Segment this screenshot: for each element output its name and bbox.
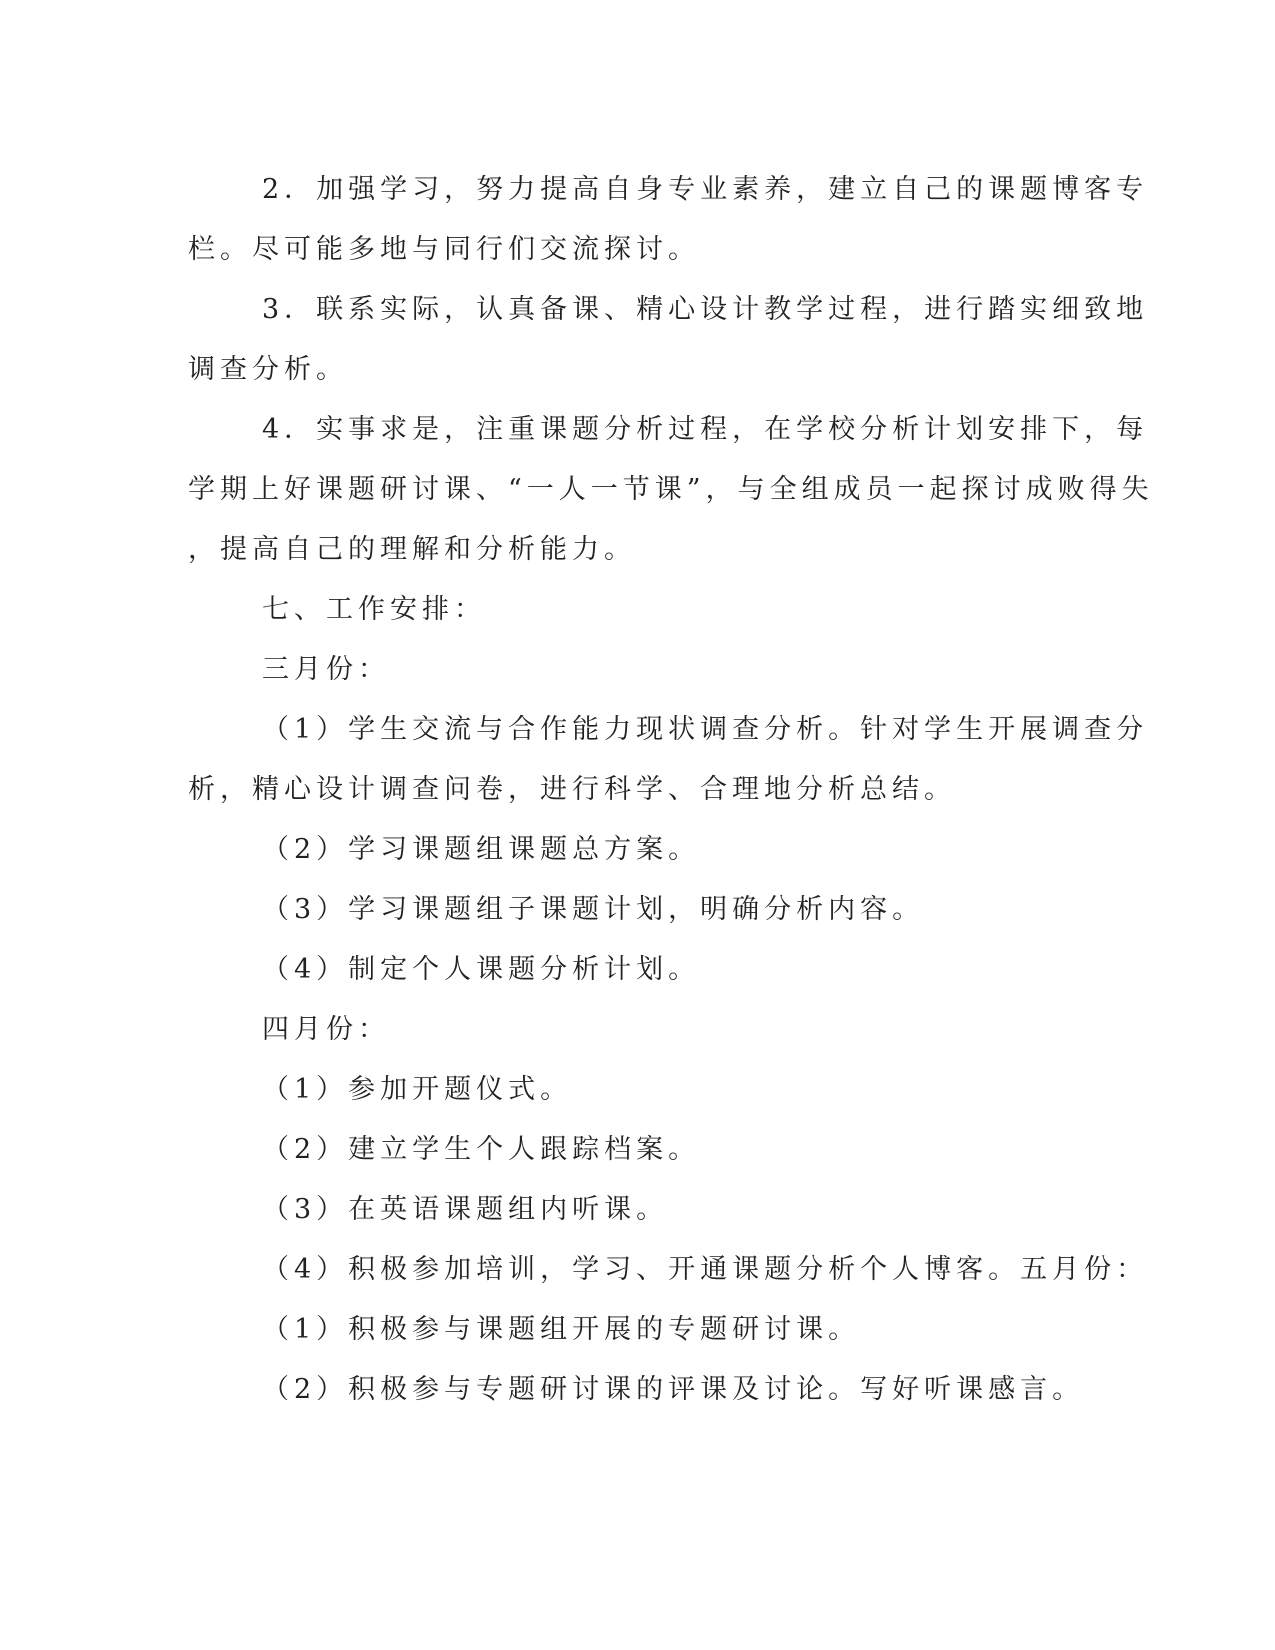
month-heading-april: 四月份： xyxy=(262,1014,390,1045)
april-item-1: （1）参加开题仪式。 xyxy=(262,1074,573,1105)
paragraph-line-1: 2．加强学习，努力提高自身专业素养，建立自己的课题博客专 xyxy=(262,174,1149,205)
march-item-4: （4）制定个人课题分析计划。 xyxy=(262,954,701,985)
section-heading-work-plan: 七、工作安排： xyxy=(262,594,486,625)
paragraph-line-4: 调查分析。 xyxy=(188,354,348,385)
may-item-2: （2）积极参与专题研讨课的评课及讨论。写好听课感言。 xyxy=(262,1374,1085,1405)
march-item-3: （3）学习课题组子课题计划，明确分析内容。 xyxy=(262,894,925,925)
april-item-2: （2）建立学生个人跟踪档案。 xyxy=(262,1134,701,1165)
paragraph-line-2: 栏。尽可能多地与同行们交流探讨。 xyxy=(188,234,700,265)
month-heading-march: 三月份： xyxy=(262,654,390,685)
paragraph-line-3: 3．联系实际，认真备课、精心设计教学过程，进行踏实细致地 xyxy=(262,294,1149,325)
april-item-3: （3）在英语课题组内听课。 xyxy=(262,1194,669,1225)
april-item-4: （4）积极参加培训，学习、开通课题分析个人博客。五月份： xyxy=(262,1254,1149,1285)
march-item-1: （1）学生交流与合作能力现状调查分析。针对学生开展调查分 xyxy=(262,714,1149,745)
march-item-1-cont: 析，精心设计调查问卷，进行科学、合理地分析总结。 xyxy=(188,774,956,805)
paragraph-line-7: ，提高自己的理解和分析能力。 xyxy=(188,534,636,565)
paragraph-line-5: 4．实事求是，注重课题分析过程，在学校分析计划安排下，每 xyxy=(262,414,1149,445)
may-item-1: （1）积极参与课题组开展的专题研讨课。 xyxy=(262,1314,861,1345)
march-item-2: （2）学习课题组课题总方案。 xyxy=(262,834,701,865)
paragraph-line-6: 学期上好课题研讨课、“一人一节课”，与全组成员一起探讨成败得失 xyxy=(188,474,1154,505)
document-body xyxy=(188,160,1154,1420)
